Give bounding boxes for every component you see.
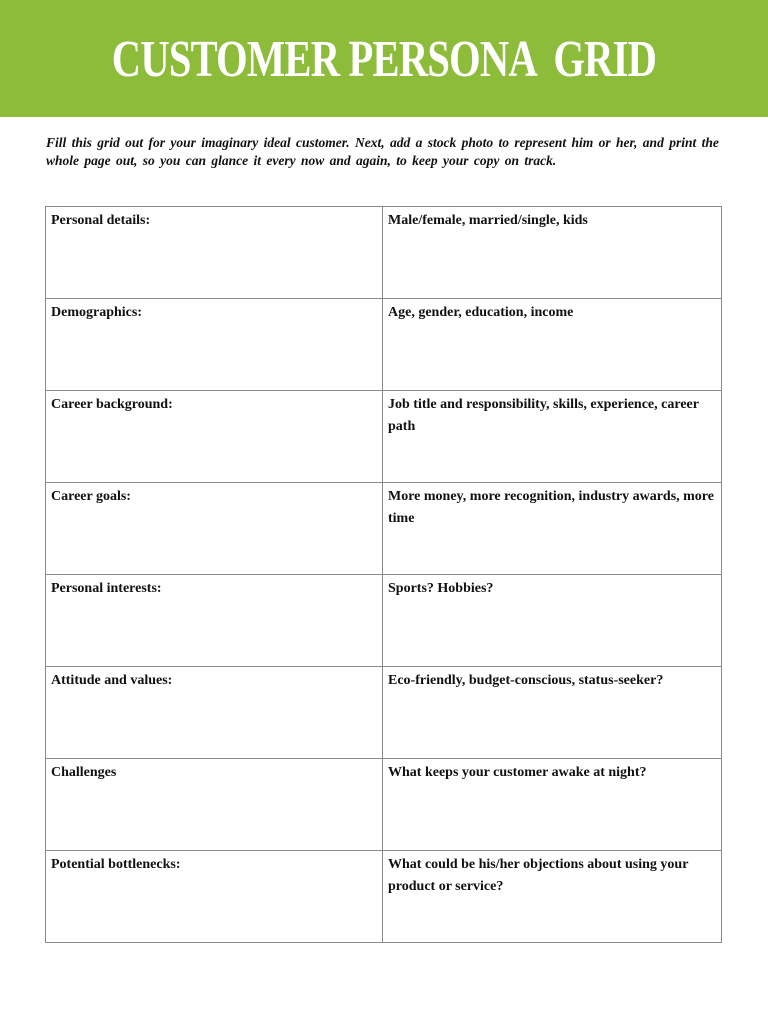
table-row <box>46 207 722 299</box>
row-hint: More money, more recognition, industry awards, more time <box>383 483 722 575</box>
row-label: Potential bottlenecks: <box>46 851 383 943</box>
row-hint: Age, gender, education, income <box>383 299 722 391</box>
table-row <box>46 299 722 391</box>
row-label: Personal details: <box>46 207 383 299</box>
header-band <box>0 0 768 117</box>
persona-grid <box>45 206 722 943</box>
table-row <box>46 759 722 851</box>
row-hint: Eco-friendly, budget-conscious, status-seeker? <box>383 667 722 759</box>
table-row <box>46 391 722 483</box>
row-label: Challenges <box>46 759 383 851</box>
row-hint: What could be his/her objections about using your product or service? <box>383 851 722 943</box>
row-label: Career goals: <box>46 483 383 575</box>
row-hint: Job title and responsibility, skills, experience, career path <box>383 391 722 483</box>
row-hint: Male/female, married/single, kids <box>383 207 722 299</box>
page-title: CUSTOMER PERSONA GRID <box>111 31 657 88</box>
row-hint: Sports? Hobbies? <box>383 575 722 667</box>
table-row <box>46 483 722 575</box>
table-row <box>46 851 722 943</box>
table-row <box>46 575 722 667</box>
row-label: Demographics: <box>46 299 383 391</box>
intro-instructions: Fill this grid out for your imaginary ideal customer. Next, add a stock photo to represent him or her, and print the whole page out, so you can glance it every now and again, to keep your copy on track. <box>46 135 719 168</box>
table-row <box>46 667 722 759</box>
row-label: Personal interests: <box>46 575 383 667</box>
row-hint: What keeps your customer awake at night? <box>383 759 722 851</box>
row-label: Career background: <box>46 391 383 483</box>
row-label: Attitude and values: <box>46 667 383 759</box>
